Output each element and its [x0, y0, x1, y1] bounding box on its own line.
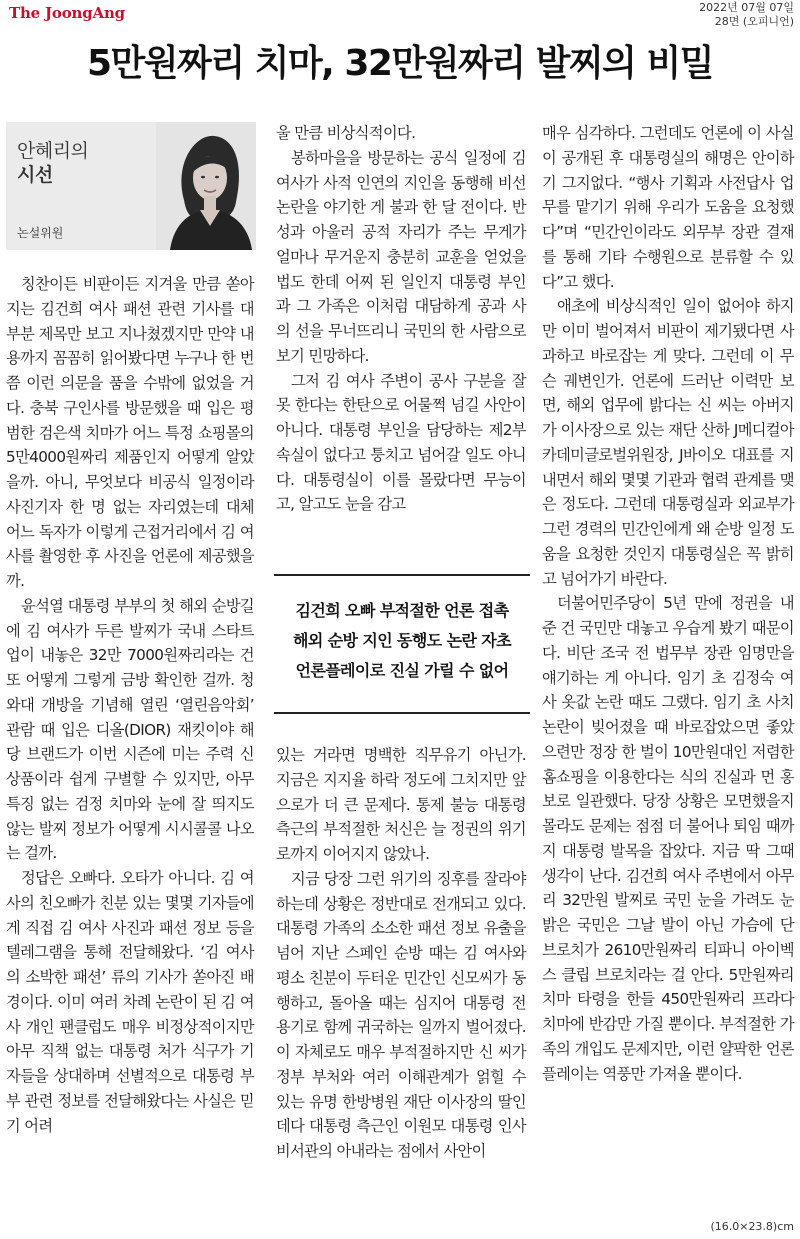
issue-date: 2022년 07월 07일	[699, 1, 794, 14]
pull-quote	[274, 574, 530, 714]
article-column-3	[542, 121, 794, 1086]
clipping-size-note: (16.0×23.8)cm	[710, 1220, 794, 1233]
author-role: 논설위원	[17, 226, 64, 240]
article-paragraph: 윤석열 대통령 부부의 첫 해외 순방길에 김 여사가 두른 발찌가 국내 스타트업이 내놓은 32만 7000원짜리라는 건 또 어떻게 그렇게 금방 확인한 걸까. 청와대 개방을 기념해 열린 ‘열린음악회’ 관람 때 입은 디올(DIOR) 재킷이야 해당 브랜드가 이번 시즌에 미는 주력 신상품이라 쉽게 구별할 수 있지만, 아무 특징 없는 검정 치마와 눈에 잘 띄지도 않는 발찌 정보가 어떻게 시시콜콜 나오는 걸까.	[6, 596, 254, 863]
article-paragraph: 정답은 오빠다. 오타가 아니다. 김 여사의 친오빠가 친분 있는 몇몇 기자들에게 직접 김 여사 사진과 패션 정보 등을 텔레그램을 통해 전달해왔다. ‘김 여사의 소박한 패션’ 류의 기사가 쏟아진 배경이다. 이미 여러 차례 논란이 된 김 여사 개인 팬클럽도 매우 비정상적이지만 아무 직책 없는 대통령 처가 식구가 기자들을 상대하며 선별적으로 대통령 부부 관련 정보를 전달해왔다는 사실은 믿기 어려	[6, 869, 254, 1135]
pull-quote-line: 김건희 오빠 부적절한 언론 접촉	[295, 601, 509, 620]
article-paragraph: 울 만큼 비상식적이다.	[276, 124, 416, 142]
masthead	[0, 0, 800, 30]
article-paragraph: 봉하마을을 방문하는 공식 일정에 김 여사가 사적 인연의 지인을 동행해 비선 논란을 야기한 게 불과 한 달 전이다. 반성과 아울러 공적 자리가 주는 무게가 얼마나 무거운지 충분히 교훈을 얻었을 법도 한데 어찌 된 일인지 대통령 부인과 그 가족은 이처럼 대담하게 공과 사의 선을 무너뜨리니 국민의 한 사람으로 보기 민망하다.	[276, 148, 526, 365]
article-paragraph: 애초에 비상식적인 일이 없어야 하지만 이미 벌어져서 비판이 제기됐다면 사과하고 바로잡는 게 맞다. 그런데 이 무슨 궤변인가. 언론에 드러난 이력만 보면, 해외 업무에 밝다는 신 씨는 아버지가 이사장으로 있는 재단 산하 J메디컬아카데미글로벌위원장, J바이오 대표를 지내면서 해외 몇몇 기관과 협력 관계를 맺은 정도다. 그런데 대통령실과 외교부가 그런 경력의 민간인에게 왜 순방 일정 도움을 요청한 것인지 대통령실은 꼭 밝히고 넘어가기 바란다.	[542, 297, 794, 588]
series-title: 시선	[17, 164, 53, 186]
pull-quote-line: 언론플레이로 진실 가릴 수 없어	[295, 661, 509, 680]
article-paragraph: 칭찬이든 비판이든 지겨울 만큼 쏟아지는 김건희 여사 패션 관련 기사를 대부분 제목만 보고 지나쳤겠지만 만약 내용까지 꼼꼼히 읽어봤다면 누구나 한 번쯤 이런 의문을 품을 수밖에 없었을 거다. 충북 구인사를 방문했을 때 입은 평범한 검은색 치마가 어느 특정 쇼핑몰의 5만4000원짜리 제품인지 어떻게 알았을까. 아니, 무엇보다 비공식 일정이라 사진기자 한 명 없는 자리였는데 대체 어느 독자가 이렇게 근접거리에서 김 여사를 촬영한 후 사진을 언론에 제공했을까.	[6, 275, 254, 590]
series-name: 안혜리의	[17, 140, 89, 162]
article-column-2-bottom	[276, 743, 526, 1164]
newspaper-logo: The JoongAng	[9, 4, 125, 22]
pull-quote-line: 해외 순방 지인 동행도 논란 자초	[293, 631, 511, 650]
article-column-1	[6, 272, 254, 1138]
article-paragraph: 더불어민주당이 5년 만에 정권을 내준 건 국민만 대놓고 우습게 봤기 때문이다. 비단 조국 전 법무부 장관 임명만을 얘기하는 게 아니다. 임기 초 김정숙 여사 옷값 논란 때도 그랬다. 임기 초 사치 논란이 빚어졌을 때 바로잡았으면 좋았으련만 정장 한 벌이 10만원대인 저렴한 홈쇼핑을 이용한다는 식의 진실과 먼 홍보로 일관했다. 당장 상황은 모면했을지 몰라도 문제는 점점 더 불어나 퇴임 때까지 대통령 발목을 잡았다. 지금 딱 그때 생각이 난다. 김건희 여사 주변에서 아무리 32만원 발찌로 국민 눈을 가려도 눈 밝은 국민은 그날 발이 아닌 가슴에 단 브로치가 2610만원짜리 티파니 아이벡스 클립 브로치라는 걸 안다. 5만원짜리 치마 타령을 한들 450만원짜리 프라다 치마에 반감만 가질 뿐이다. 부적절한 가족의 개입도 문제지만, 이런 얄팍한 언론플레이는 역풍만 가져올 뿐이다.	[542, 594, 794, 1083]
byline-box	[6, 122, 256, 250]
article-column-2-top	[276, 121, 526, 517]
column-series-title	[17, 139, 88, 187]
author-portrait	[156, 122, 256, 250]
dateline	[699, 1, 794, 29]
article-paragraph: 그저 김 여사 주변이 공사 구분을 잘못 한다는 한탄으로 어물쩍 넘길 사안이 아니다. 대통령 부인을 담당하는 제2부속실이 없다고 퉁치고 넘어갈 일도 아니다. 대통령실이 이를 몰랐다면 무능이고, 알고도 눈을 감고	[276, 371, 526, 514]
page-number: 28면 (오피니언)	[714, 15, 794, 28]
headline: 5만원짜리 치마, 32만원짜리 발찌의 비밀	[86, 43, 714, 84]
article-paragraph: 지금 당장 그런 위기의 징후를 잘라야 하는데 상황은 정반대로 전개되고 있다. 대통령 가족의 소소한 패션 정보 유출을 넘어 지난 스페인 순방 때는 김 여사와 평소 친분이 두터운 민간인 신모씨가 동행하고, 돌아올 때는 심지어 대통령 전용기로 함께 귀국하는 일까지 벌어졌다. 이 자체로도 매우 부적절하지만 신 씨가 정부 부처와 여러 이해관계가 얽힐 수 있는 유명 한방병원 재단 이사장의 딸인 데다 대통령 측근인 이원모 대통령 인사비서관의 아내라는 점에서 사안이	[276, 869, 526, 1160]
article-paragraph: 매우 심각하다. 그런데도 언론에 이 사실이 공개된 후 대통령실의 해명은 안이하기 그지없다. “행사 기획과 사전답사 업무를 맡기기 위해 우리가 도움을 요청했다”며 “민간인이라도 외무부 장관 결재를 통해 기타 수행원으로 분류할 수 있다”고 했다.	[542, 124, 794, 291]
article-paragraph: 있는 거라면 명백한 직무유기 아닌가. 지금은 지지율 하락 정도에 그치지만 앞으로가 더 큰 문제다. 통제 불능 대통령 측근의 부적절한 처신은 늘 정권의 위기로까지 이어지지 않았나.	[276, 746, 526, 863]
